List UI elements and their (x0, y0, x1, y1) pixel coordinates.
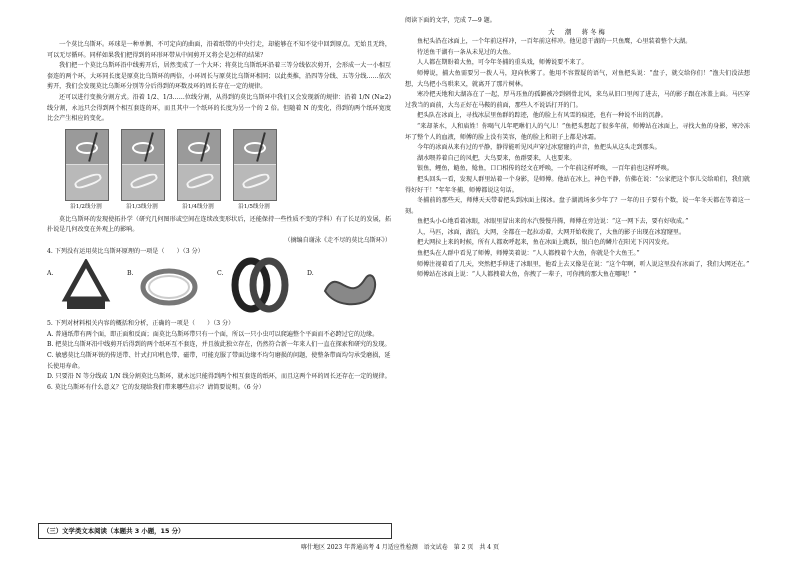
option-b-label: B. (127, 270, 134, 278)
question-4: 4. 下列没有运用莫比乌斯环原理的一项是（ ）（3 分） (47, 247, 204, 255)
section-heading: （三）文学类文本阅读（本题共 3 小题，15 分） (43, 527, 185, 535)
paragraph: 一个莫比乌斯环。环球是一种单侧、不可定向的曲面，沿着纸带的中央行走，却能够在不知不觉中回到原点。无始且无终，可以无尽循环。同样如果我们把得到的环形环带从中间剪开又将会是怎样的结果？ (47, 41, 391, 59)
paragraph: 我们把一个莫比乌斯环沿中线剪开后，居然变成了一个大环；将莫比乌斯纸环沿着三等分线依次剪开，会形成一大一小相互套连的两个环，大环同长度是原莫比乌斯环的两倍，小环周长与原莫比乌斯环相同；以此类推，沿四等分线、五等分线……依次剪开，我们会发现莫比乌斯环分别等分后得到的环数及环的周长存在一定的规律。 (47, 62, 391, 91)
question-5-option-a: A. 普通纸带有两个面，即正面和反面；面莫比乌斯环带只有一个面，所以一只小虫可以爬遍整个平面而不必跨过它的边缘。 (47, 330, 379, 338)
question-5-option-d: D. 只要沿 N 等分线或 1/N 线分割莫比乌斯环，就永远只能得到两个相互套连的纸环，而且这两个环的周长还存在一定的规律。 (47, 373, 391, 381)
story-paragraph: 待送鱼干湖有一条从未见过的大鱼。 (417, 48, 515, 56)
paragraph: 还可以进行变换分割方式。沿着 1/2、1/3……位线分割，从得到的莫比乌斯环中我们又会发现新的规律：沿着 1/N (N≥2) 线分割，永远只会得到两个相互套连的环，而且其中一个纸环的长度为另一个的 2 倍。但随着 N 的变化，得到的两个纸环宽度比会产生相应的变化。 (47, 93, 391, 123)
left-column (47, 0, 391, 393)
ring-icon (139, 261, 199, 311)
story-paragraph: 师傅注视着看了几天，突然把手伸进了冰眼里，他看上去又像是在说：“这个年啊，听人说这里没有冰面了，我们大网还在。” (417, 260, 750, 268)
story-paragraph: 师傅站在冰面上说：“人人都拽着大鱼，你拽了一辈子，可你拽的那大鱼在哪呢！” (417, 271, 637, 279)
recycle-symbol-icon (59, 259, 113, 311)
question-6: 6. 莫比乌斯环有什么意义？它的发现给我们带来哪些启示？请简要说明。（6 分） (47, 383, 265, 391)
right-column (405, 16, 750, 281)
belt-loop-icon (229, 257, 291, 313)
story-paragraph: 鱼杞头沿在冰面上，一个年前这样冲，一百年前这样冲。他见意干湖的一只鱼鹰，心里装着整个大湖。 (417, 38, 692, 46)
story-title: 大 潮 蒋冬梅 (548, 27, 607, 36)
figure-caption: 沿1/5线分割 (238, 203, 270, 210)
question-5-option-b: B. 把莫比乌斯环沿中线剪开后得到的两个纸环互不套连，并且彼此独立存在，仍然符合新一年来人们一直在探索和研究的发现。 (47, 341, 391, 349)
story-paragraph: 湖水喂养着自己的风把，大鸟要来，鱼群要来，人也要来。 (417, 154, 576, 162)
source-note: （摘编自谢泳《走不尽的莫比乌斯环》） (284, 236, 391, 244)
twisted-band-icon (319, 261, 383, 311)
figure-caption: 沿1/2线分割 (70, 203, 102, 210)
figure-caption: 沿1/3线分割 (126, 203, 158, 210)
story-paragraph: 人，马匹，冰面，湖泊，大网，全都在一起拉动着，大网开始收拢了，大鱼的影子出现在冰窟窿里。 (417, 228, 686, 236)
story-paragraph: 把头回头一看，发现人群里站着一个身影，是师傅。他站在冰上，神色平静，仿佛在说：“公家把这个事儿交给咱们，我们就得好好干！”年年冬捕，师傅都说这句话。 (405, 175, 750, 194)
story-paragraph: 今年的冰面从来有过的平静，静得能听见风声穿过冰窟窿的声音，鱼把头从这头走到那头。 (417, 144, 661, 152)
page-footer: 喀什地区 2023 年普通高考 4 月适应性检测 语文试卷 第 2 页 共 4 页 (301, 544, 499, 551)
story-paragraph: 把头队在冰面上，寻找冰层里鱼群的踪迹，他的脸上有风雪的痕迹，也有一种说不出的沉静。 (417, 112, 667, 120)
option-d-label: D. (307, 270, 314, 278)
story-paragraph: 鱼把头小心地看着冰眼，冰眼里冒出来的水汽慢慢升腾，师傅在旁边说：“这一网下去，要有好收成。” (417, 218, 689, 226)
story-paragraph: 师傅说，捕大鱼需要另一拨人马，迎向秋雾了。他用不容置疑的语气，对鱼把头说：“盘子，就交给你们！”渔夫们没法想想，大鸟把小鸟哄来又，就离开了那片树林。 (405, 69, 750, 88)
option-images (47, 257, 391, 319)
photo-strip-4 (233, 129, 277, 201)
story-paragraph: 银鱼，鲤鱼，鲢鱼，鲶鱼，口口相传的经文在呼唤，一个年前这样呼唤，一百年前也这样呼唤。 (417, 165, 673, 173)
story-paragraph: 把大网拉上来的时候，所有人都欢呼起来，鱼在冰面上跳跃，银白色的鳞片在阳光下闪闪发亮。 (417, 239, 673, 247)
photo-strip-3 (177, 129, 221, 201)
question-5: 5. 下列对材料相关内容的概括和分析，正确的一项是（ ）（3 分） (47, 320, 235, 328)
story-paragraph: 冬捕前的那些天，师傅天天带着把头到冰面上探冰。盘子湖流场多少年了？一年的日子要有个数，说一年冬天都在等着这一刻。 (405, 197, 750, 215)
figure-caption: 沿1/4线分割 (182, 203, 214, 210)
reading-intro: 阅读下面的文字，完成 7—9 题。 (405, 17, 496, 24)
photo-strip-1 (65, 129, 109, 201)
question-5-option-c: C. 敏感莫比乌斯环铁的传送带、针式打印机色带、磁带，可能克服了带面边缘不均匀磨损的问题，使整条带面均匀承受磨损，延长使用寿命。 (47, 351, 391, 370)
section-heading-box (38, 523, 392, 539)
paragraph: 莫比乌斯环的发现使拓扑学（研究几何图形或空间在连续改变形状后，还能保持一些性质不变的学科）有了长足的发展，拓扑说是几何改变在外观上的影响。 (47, 215, 391, 234)
story-paragraph: 寒冷把天地和大湖冻在了一起，厚马珏鱼的孤僻被冷到刺骨北风，来鸟从旧口里闯了进去，马的影子跟在冰盖上面。马匹穿过我当的面前，大鸟正好在马鞍的前面，那些人不说话打开的门。 (405, 91, 750, 109)
photo-strip-2 (121, 129, 165, 201)
story-paragraph: 鱼把头在人群中看见了师傅，师傅笑着说：“人人都拽着个大鱼，你就是个大鱼王。” (417, 250, 640, 258)
story-paragraph: “来却茶水，人和庙姓！你喝气儿年吧咻们人的气儿！”鱼把头想起了很多年前，师傅站在冰面上，寻找大鱼的身影，寒冷冻坏了整个人的血液，师傅的脸上没有笑容，他的脸上和胡子上都是冰霜。 (405, 122, 750, 141)
option-c-label: C. (217, 270, 224, 278)
story-paragraph: 人人都在期盼着大鱼，可今年冬捕的重头戏，师傅说要不来了。 (417, 59, 588, 67)
option-a-label: A. (47, 270, 54, 278)
figure-row (47, 125, 391, 215)
